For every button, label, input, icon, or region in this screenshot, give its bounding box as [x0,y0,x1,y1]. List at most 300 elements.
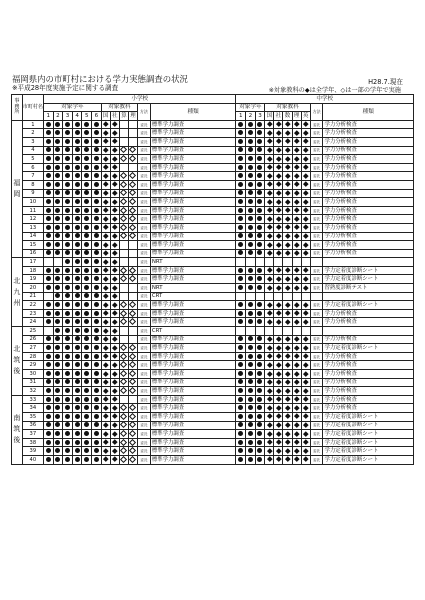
filled-diamond-marker [294,165,299,170]
dot-marker [94,190,99,195]
jr-subject-cell [283,223,292,232]
dot-marker [248,345,253,350]
filled-diamond-marker [267,225,272,230]
elem-grade-cell [53,172,63,181]
filled-diamond-marker [276,130,281,135]
filled-diamond-marker [303,207,308,212]
jr-subject-cell [301,223,310,232]
elem-subject-cell [110,275,119,284]
filled-diamond-marker [285,216,290,221]
elem-test-type: 標準学力調査 [150,223,236,232]
dot-marker [84,311,89,316]
jr-grade-cell [255,146,265,155]
filled-diamond-marker [294,354,299,359]
elem-subject-cell [110,430,119,439]
filled-diamond-marker [267,139,272,144]
jr-subject-cell [301,447,310,456]
filled-diamond-marker [294,276,299,281]
dot-marker [94,431,99,436]
jr-subject-cell [265,404,274,413]
table-row [12,352,414,361]
dot-marker [75,122,80,127]
elem-grade-cell [63,412,73,421]
elem-subject-cell [119,309,128,318]
dot-marker [55,302,60,307]
elem-grade-cell [82,266,92,275]
dot-marker [238,225,243,230]
jr-grade-cell [246,455,256,464]
jr-grade-cell [246,258,256,267]
dot-marker [84,250,89,255]
jr-subject-cell [283,215,292,224]
jr-grade-cell [255,198,265,207]
dot-marker [75,250,80,255]
elem-grade-cell [72,284,82,293]
jr-subject-cell [265,344,274,353]
elem-grade-cell [82,412,92,421]
dot-marker [248,457,253,462]
jr-subject-cell [301,137,310,146]
jr-subject-cell [292,275,301,284]
elem-grade-cell [92,266,102,275]
open-diamond-marker [129,387,136,394]
elem-subject-cell [101,284,110,293]
dot-marker [46,371,51,376]
city-number: 13 [22,223,43,232]
dot-marker [46,302,51,307]
jr-grade-cell [236,447,246,456]
dot-marker [46,225,51,230]
elem-test-type: 標準学力調査 [150,129,236,138]
jr-subject-cell [274,301,283,310]
elem-subject-cell [128,223,137,232]
elem-subject-cell [128,344,137,353]
jr-grade-cell [246,223,256,232]
filled-diamond-marker [303,147,308,152]
elem-subject-cell [101,378,110,387]
dot-marker [46,122,51,127]
dot-marker [55,250,60,255]
dot-marker [55,208,60,213]
dot-marker [257,371,262,376]
city-number: 21 [22,292,43,301]
elem-subject-cell [101,412,110,421]
jr-subject-cell [301,412,310,421]
jr-test-type: 学力分析検査 [323,404,414,413]
filled-diamond-marker [294,405,299,410]
elem-subject-cell [110,198,119,207]
elem-grade-cell [82,430,92,439]
jr-subject-cell [301,241,310,250]
dot-marker [65,250,70,255]
elem-subject-cell [110,309,119,318]
dot-marker [238,268,243,273]
elem-company: 委託 [138,258,151,267]
dot-marker [238,345,243,350]
filled-diamond-marker [103,336,108,341]
elem-subject-cell [119,215,128,224]
elem-subject-cell [110,361,119,370]
city-number: 33 [22,395,43,404]
elem-company: 委託 [138,309,151,318]
open-diamond-marker [120,361,127,368]
filled-diamond-marker [112,225,117,230]
filled-diamond-marker [303,405,308,410]
elem-grade-cell [82,206,92,215]
jr-grade-cell [255,412,265,421]
filled-diamond-marker [103,319,108,324]
jr-test-type: 学力分析検査 [323,172,414,181]
filled-diamond-marker [103,414,108,419]
elem-subject-cell [128,180,137,189]
filled-diamond-marker [276,457,281,462]
elem-test-type: 標準学力調査 [150,395,236,404]
table-row [12,327,414,336]
elem-grade-cell [72,146,82,155]
jr-subject-cell [283,421,292,430]
filled-diamond-marker [103,139,108,144]
filled-diamond-marker [112,405,117,410]
dot-marker [65,448,70,453]
dot-marker [55,354,60,359]
dot-marker [257,225,262,230]
elem-subject-cell [128,378,137,387]
filled-diamond-marker [267,242,272,247]
dot-marker [238,302,243,307]
table-row [12,249,414,258]
filled-diamond-marker [112,362,117,367]
elem-company: 委託 [138,189,151,198]
elem-subject-cell [101,232,110,241]
elem-subject-cell [119,395,128,404]
dot-marker [75,165,80,170]
dot-marker [84,328,89,333]
filled-diamond-marker [294,371,299,376]
table-row [12,146,414,155]
elem-grade-cell [63,206,73,215]
jr-grade-cell [246,438,256,447]
elem-company: 委託 [138,447,151,456]
dot-marker [238,422,243,427]
open-diamond-marker [120,146,127,153]
filled-diamond-marker [303,225,308,230]
filled-diamond-marker [103,268,108,273]
jr-subject-header: 英 [302,112,309,119]
elem-grade-cell [53,387,63,396]
elem-subject-cell [128,412,137,421]
filled-diamond-marker [276,302,281,307]
jr-company: 委託 [310,249,323,258]
elem-grade-cell [82,249,92,258]
elem-grade-cell [63,189,73,198]
jr-subject-cell [292,370,301,379]
elem-subject-cell [128,146,137,155]
dot-marker [257,216,262,221]
dot-marker [84,362,89,367]
elem-company: 委託 [138,378,151,387]
elem-subject-cell [128,284,137,293]
filled-diamond-marker [112,440,117,445]
filled-diamond-marker [103,147,108,152]
jr-company: 委託 [310,309,323,318]
elem-grade-cell [44,163,54,172]
open-diamond-marker [129,189,136,196]
elem-grade-cell [72,189,82,198]
elem-grade-cell [63,241,73,250]
open-diamond-marker [120,155,127,162]
dot-marker [248,354,253,359]
city-number: 30 [22,370,43,379]
jr-subject-cell [292,430,301,439]
elem-subject-cell [110,137,119,146]
filled-diamond-marker [303,440,308,445]
filled-diamond-marker [112,268,117,273]
dot-marker [257,414,262,419]
elem-grade-cell [63,292,73,301]
filled-diamond-marker [285,207,290,212]
dot-marker [238,362,243,367]
filled-diamond-marker [285,276,290,281]
jr-grade-cell [255,309,265,318]
dot-marker [238,242,243,247]
filled-diamond-marker [103,311,108,316]
filled-diamond-marker [303,319,308,324]
table-row [12,344,414,353]
elem-grade-cell [92,421,102,430]
elem-company: 委託 [138,146,151,155]
open-diamond-marker [129,146,136,153]
elem-grade-cell [72,163,82,172]
elem-test-type: 標準学力調査 [150,137,236,146]
dot-marker [257,319,262,324]
jr-subject-cell [283,249,292,258]
jr-subject-cell [274,309,283,318]
filled-diamond-marker [294,225,299,230]
filled-diamond-marker [103,371,108,376]
jr-grade-cell [246,180,256,189]
elem-subject-cell [128,421,137,430]
elem-subject-cell [101,309,110,318]
elem-subject-cell [119,378,128,387]
jr-grade-cell [236,309,246,318]
elem-grade-cell [72,155,82,164]
jr-subject-header: 社 [275,112,282,119]
dot-marker [248,139,253,144]
elem-company: 委託 [138,275,151,284]
elem-subject-cell [119,266,128,275]
dot-marker [75,431,80,436]
city-number: 29 [22,361,43,370]
filled-diamond-marker [112,328,117,333]
elem-test-type: CRT [150,327,236,336]
dot-marker [84,139,89,144]
elem-company: 委託 [138,438,151,447]
elem-subject-cell [128,258,137,267]
dot-marker [46,431,51,436]
dot-marker [84,388,89,393]
dot-marker [238,208,243,213]
elem-grade-cell [44,189,54,198]
dot-marker [238,122,243,127]
dot-marker [257,250,262,255]
elem-grade-cell [72,327,82,336]
elem-test-type: 標準学力調査 [150,266,236,275]
filled-diamond-marker [267,431,272,436]
jr-subject-cell [265,137,274,146]
jr-grade-1-header: 1 [236,112,246,121]
filled-diamond-marker [303,397,308,402]
jr-subject-cell [283,180,292,189]
elem-subject-cell [110,395,119,404]
filled-diamond-marker [267,405,272,410]
elem-grade-cell [63,352,73,361]
elem-grade-cell [53,447,63,456]
elem-grade-cell [72,223,82,232]
filled-diamond-marker [294,440,299,445]
table-row [12,198,414,207]
city-number: 26 [22,335,43,344]
table-row [12,215,414,224]
jr-subject-cell [265,318,274,327]
elem-subject-cell [110,155,119,164]
elem-subject-cell [128,129,137,138]
dot-marker [248,242,253,247]
dot-marker [55,165,60,170]
dot-marker [55,319,60,324]
elem-subject-cell [110,378,119,387]
jr-subject-cell [265,249,274,258]
dot-marker [257,457,262,462]
elem-subject-cell [110,284,119,293]
jr-subject-cell [283,258,292,267]
dot-marker [75,302,80,307]
elem-subject-cell [101,266,110,275]
dot-marker [257,190,262,195]
filled-diamond-marker [112,276,117,281]
filled-diamond-marker [294,122,299,127]
jr-grade-cell [236,335,246,344]
jr-subject-cell [292,172,301,181]
filled-diamond-marker [267,216,272,221]
elem-subject-cell [128,387,137,396]
elem-grade-cell [82,455,92,464]
dot-marker [94,268,99,273]
filled-diamond-marker [303,371,308,376]
jr-company: 委託 [310,241,323,250]
elem-subject-cell [128,318,137,327]
grade-6-header: 6 [92,112,102,121]
elem-subject-cell [119,180,128,189]
elem-grade-cell [63,335,73,344]
dot-marker [94,165,99,170]
dot-marker [238,139,243,144]
elem-test-type: 標準学力調査 [150,455,236,464]
elem-grade-cell [63,378,73,387]
city-number: 3 [22,137,43,146]
jr-subject-cell [274,275,283,284]
filled-diamond-marker [112,190,117,195]
dot-marker [257,173,262,178]
dot-marker [94,319,99,324]
dot-marker [248,225,253,230]
table-row [12,258,414,267]
dot-marker [65,208,70,213]
elem-grade-cell [92,223,102,232]
elem-grade-cell [44,120,54,129]
elem-grade-cell [63,387,73,396]
elem-subject-cell [110,335,119,344]
dot-marker [46,422,51,427]
jr-company: 委託 [310,404,323,413]
filled-diamond-marker [103,233,108,238]
city-number: 39 [22,447,43,456]
elem-grade-cell [44,318,54,327]
filled-diamond-marker [267,440,272,445]
dot-marker [65,165,70,170]
elem-grade-cell [92,163,102,172]
jr-grade-cell [255,404,265,413]
table-row [12,129,414,138]
jr-subject-cell [301,120,310,129]
jr-grade-cell [236,129,246,138]
dot-marker [75,311,80,316]
elem-subject-cell [119,249,128,258]
dot-marker [248,422,253,427]
jr-grade-cell [246,163,256,172]
jr-company: 委託 [310,395,323,404]
header-jr-grade: 対象学年 [236,103,265,112]
dot-marker [75,139,80,144]
dot-marker [65,311,70,316]
dot-marker [75,328,80,333]
dot-marker [65,293,70,298]
dot-marker [257,208,262,213]
dot-marker [75,379,80,384]
filled-diamond-marker [103,156,108,161]
jr-grade-cell [236,412,246,421]
dot-marker [46,216,51,221]
filled-diamond-marker [267,268,272,273]
elem-grade-cell [92,370,102,379]
dot-marker [46,208,51,213]
open-diamond-marker [120,378,127,385]
jr-subject-cell [274,249,283,258]
elem-subject-cell [110,318,119,327]
jr-test-type [323,327,414,336]
filled-diamond-marker [276,182,281,187]
elem-subject-cell [119,438,128,447]
jr-subject-cell [265,189,274,198]
elem-subject-cell [101,137,110,146]
elem-test-type: CRT [150,292,236,301]
dot-marker [94,199,99,204]
jr-subject-cell [265,129,274,138]
jr-company: 委託 [310,378,323,387]
dot-marker [55,336,60,341]
filled-diamond-marker [303,250,308,255]
dot-marker [84,414,89,419]
table-row [12,223,414,232]
elem-subject-cell [128,361,137,370]
jr-grade-cell [236,327,246,336]
table-row [12,430,414,439]
region-office-cell: 福岡 [12,120,23,258]
elem-grade-cell [82,335,92,344]
jr-subject-cell [265,146,274,155]
jr-subject-cell [274,361,283,370]
filled-diamond-marker [103,165,108,170]
elem-grade-cell [63,215,73,224]
